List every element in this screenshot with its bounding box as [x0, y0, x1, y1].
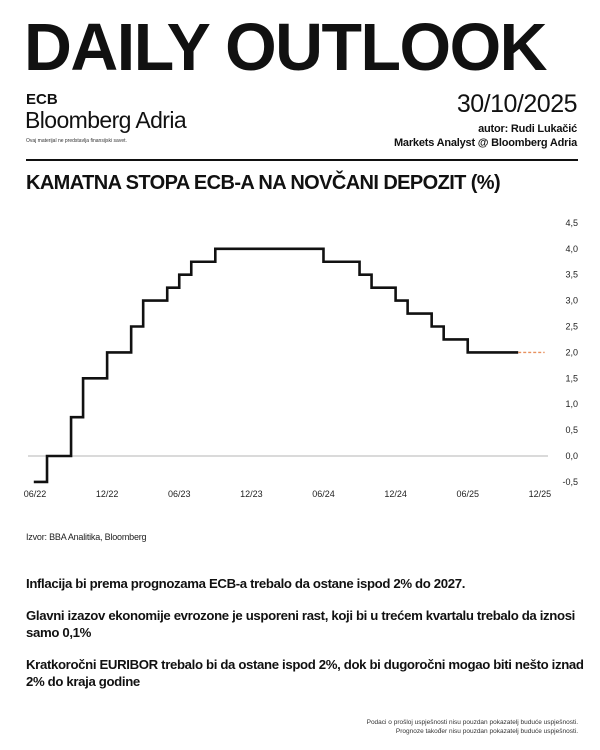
y-tick-label: 4,0: [565, 243, 578, 254]
x-tick-label: 12/24: [384, 489, 407, 499]
author-role: Markets Analyst @ Bloomberg Adria: [393, 137, 577, 149]
rate-chart: [0, 200, 600, 510]
x-tick-label: 06/22: [23, 489, 47, 499]
x-tick-label: 06/23: [167, 489, 191, 499]
x-tick-label: 06/25: [456, 489, 479, 499]
y-tick-label: 0,0: [565, 451, 578, 461]
author-line: autor: Rudi Lukačić: [478, 123, 577, 135]
disclaimer: Ovaj materijal ne predstavlja finansijski savet.: [26, 138, 127, 144]
chart-source: Izvor: BBA Analitika, Bloomberg: [26, 532, 147, 542]
y-tick-label: 3,5: [565, 269, 578, 280]
brand-logo: Bloomberg Adria: [25, 107, 187, 133]
y-tick-label: 3,0: [565, 295, 578, 306]
x-tick-label: 06/24: [312, 489, 335, 499]
x-tick-label: 12/22: [95, 489, 119, 499]
y-tick-label: 4,5: [565, 217, 578, 228]
key-point: Kratkoročni EURIBOR trebalo bi da ostane ispod 2%, dok bi dugoročni mogao biti nešto iznad 2% do kraja godine: [26, 657, 584, 689]
chart-title: KAMATNA STOPA ECB-A NA NOVČANI DEPOZIT (%): [26, 172, 501, 194]
key-points: [26, 575, 586, 705]
y-tick-label: 1,5: [565, 373, 578, 384]
x-tick-label: 12/23: [240, 489, 263, 499]
publication-date: 30/10/2025: [456, 90, 577, 118]
rate-step-line: [34, 249, 518, 482]
y-tick-label: 1,0: [565, 399, 578, 410]
y-tick-label: 0,5: [565, 425, 578, 436]
key-point: Glavni izazov ekonomije evrozone je usporeni rast, koji bi u trećem kvartalu trebalo da iznosi samo 0,1%: [26, 608, 575, 640]
topic-label: ECB: [26, 91, 58, 108]
y-tick-label: -0,5: [562, 476, 578, 487]
x-tick-label: 12/25: [528, 489, 552, 499]
y-tick-label: 2,0: [565, 347, 578, 358]
footnote: Prognoze također nisu pouzdan pokazatelj buduće uspješnosti.: [395, 728, 578, 735]
footnote: Podaci o prošloj uspješnosti nisu pouzdan pokazatelj buduće uspješnosti.: [366, 719, 578, 726]
key-point: Inflacija bi prema prognozama ECB-a trebalo da ostane ispod 2% do 2027.: [26, 576, 466, 591]
y-tick-label: 2,5: [565, 321, 578, 332]
header-divider: [26, 159, 578, 161]
masthead-title: DAILY OUTLOOK: [24, 10, 547, 85]
